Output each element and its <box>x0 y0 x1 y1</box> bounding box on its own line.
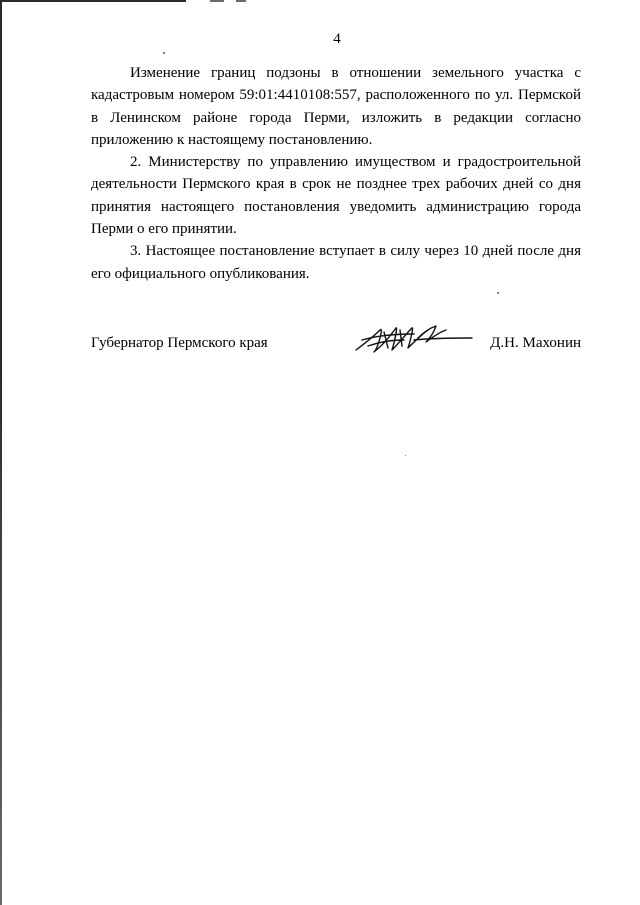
signatory-title: Губернатор Пермского края <box>91 335 268 351</box>
scan-border-top <box>0 0 186 2</box>
page-number: 4 <box>333 31 341 47</box>
paragraph-1: Изменение границ подзоны в отношении земельного участка с кадастровым номером 59:01:4410108:557, расположенного по ул. Пермской в Ленинском районе города Перми, изложить в редакции согласно приложению к настоящему постановлению. <box>91 65 581 148</box>
scan-mark <box>210 0 224 2</box>
document-body <box>91 62 581 285</box>
scan-speck <box>497 292 499 294</box>
scan-speck <box>163 52 165 54</box>
paragraph-3: 3. Настоящее постановление вступает в силу через 10 дней после дня его официального опубликования. <box>91 243 581 282</box>
signatory-name: Д.Н. Махонин <box>490 335 581 351</box>
signature-block <box>91 335 581 357</box>
handwritten-signature <box>354 318 474 358</box>
scan-mark <box>236 0 246 2</box>
scan-border-left <box>0 0 2 905</box>
scan-speck <box>405 455 406 456</box>
paragraph-2: 2. Министерству по управлению имуществом и градостроительной деятельности Пермского края в срок не позднее трех рабочих дней со дня принятия настоящего постановления уведомить администрацию города Перми о его принятии. <box>91 154 581 238</box>
